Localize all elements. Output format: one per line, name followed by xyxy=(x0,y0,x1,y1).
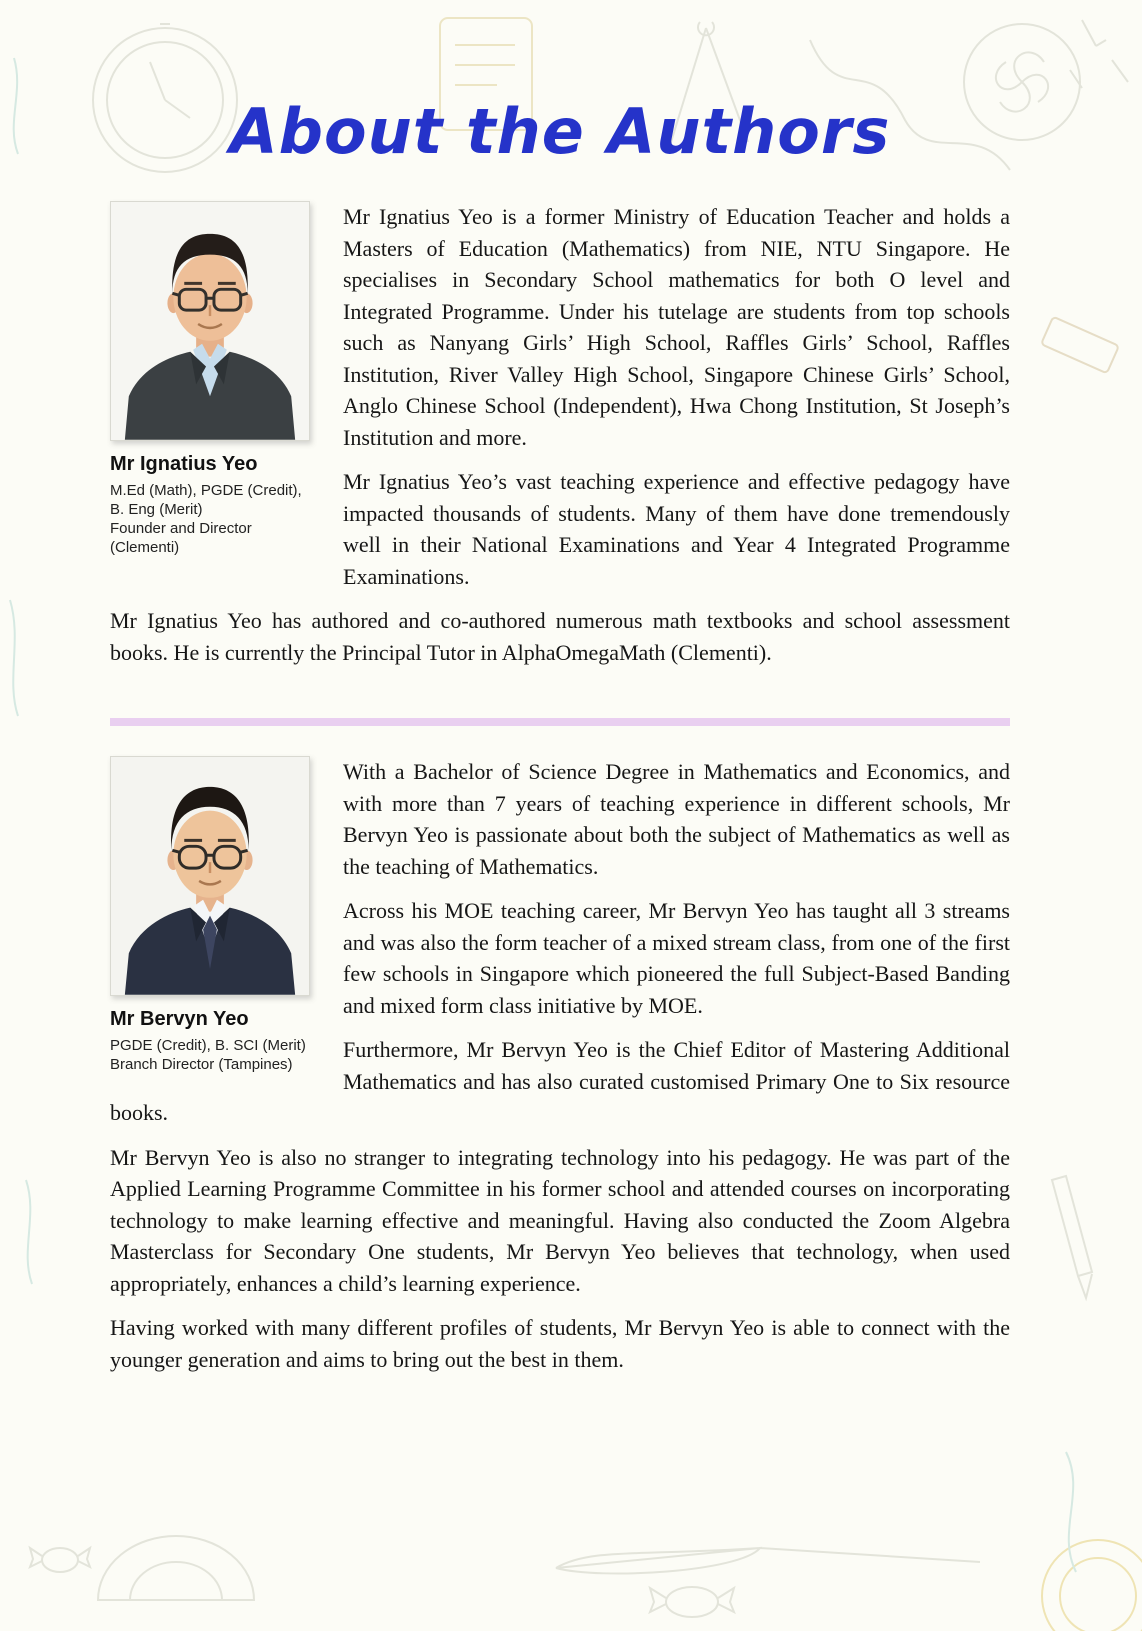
author-name: Mr Bervyn Yeo xyxy=(110,1008,249,1031)
author-section-ignatius-yeo xyxy=(110,201,1010,681)
bio-paragraph: Mr Ignatius Yeo is a former Ministry of Education Teacher and holds a Masters of Education (Mathematics) from NIE, NTU Singapore. He specialises in Secondary School mathematics for both O level and Integrated Programme. Under his tutelage are students from top schools such as Nanyang Girls’ High School, Raffles Girls’ School, Raffles Institution, River Valley High School, Singapore Chinese Girls’ School, Anglo Chinese School (Independent), Hwa Chong Institution, St Joseph’s Institution and more. xyxy=(343,204,1010,450)
bio-paragraph: Across his MOE teaching career, Mr Bervyn Yeo has taught all 3 streams and was also the form teacher of a mixed stream class, from one of the first few schools in Singapore which pioneered the full Subject-Based Banding and mixed form class initiative by MOE. xyxy=(343,898,1010,1018)
doodle-ribbon xyxy=(1066,1452,1076,1572)
doodle-paintbrush xyxy=(556,1548,980,1574)
credential-line: PGDE (Credit), B. SCI (Merit) xyxy=(110,1037,306,1055)
author-section-bervyn-yeo xyxy=(110,756,1010,1388)
author-figure-bervyn-yeo xyxy=(110,756,310,1074)
credential-line: B. Eng (Merit) xyxy=(110,501,203,519)
credential-line: Branch Director (Tampines) xyxy=(110,1056,293,1074)
author-photo-bervyn-yeo xyxy=(110,756,310,996)
bio-paragraph: Mr Bervyn Yeo is also no stranger to integrating technology into his pedagogy. He was part of the Applied Learning Programme Committee in his former school and attended courses on incorporating technology to make learning effective and meaningful. Having also conducted the Zoom Algebra Masterclass for Secondary One students, Mr Bervyn Yeo believes that technology, when used appropriately, enhances a child’s learning experience. xyxy=(110,1144,1010,1296)
bio-paragraph: Furthermore, Mr Bervyn Yeo is the Chief Editor of Mastering Additional Mathematics and has also curated customised Primary One to Six resource books. xyxy=(110,1037,1010,1126)
doodle-lemon xyxy=(1042,1540,1142,1631)
page-title: About the Authors xyxy=(229,95,891,168)
bio-paragraph: Having worked with many different profiles of students, Mr Bervyn Yeo is able to connect with the younger generation and aims to bring out the best in them. xyxy=(110,1315,1010,1372)
author-photo-ignatius-yeo xyxy=(110,201,310,441)
bio-paragraph: With a Bachelor of Science Degree in Mathematics and Economics, and with more than 7 years of teaching experience in different schools, Mr Bervyn Yeo is passionate about both the subject of Mathematics as well as the teaching of Mathematics. xyxy=(343,759,1010,879)
bio-paragraph: Mr Ignatius Yeo’s vast teaching experience and effective pedagogy have impacted thousands of students. Many of them have done tremendously well in their National Examinations and Year 4 Integrated Programme Examinations. xyxy=(343,469,1010,589)
section-divider xyxy=(110,718,1010,726)
author-credentials xyxy=(110,1036,310,1074)
doodle-candy xyxy=(650,1587,734,1617)
author-figure-ignatius-yeo xyxy=(110,201,310,557)
credential-line: Founder and Director (Clementi) xyxy=(110,520,252,557)
doodle-candy-small xyxy=(30,1548,90,1572)
author-name: Mr Ignatius Yeo xyxy=(110,453,258,476)
credential-line: M.Ed (Math), PGDE (Credit), xyxy=(110,482,302,500)
author-credentials xyxy=(110,481,310,557)
doodle-protractor xyxy=(98,1536,254,1600)
bio-paragraph: Mr Ignatius Yeo has authored and co-authored numerous math textbooks and school assessment books. He is currently the Principal Tutor in AlphaOmegaMath (Clementi). xyxy=(110,608,1010,665)
